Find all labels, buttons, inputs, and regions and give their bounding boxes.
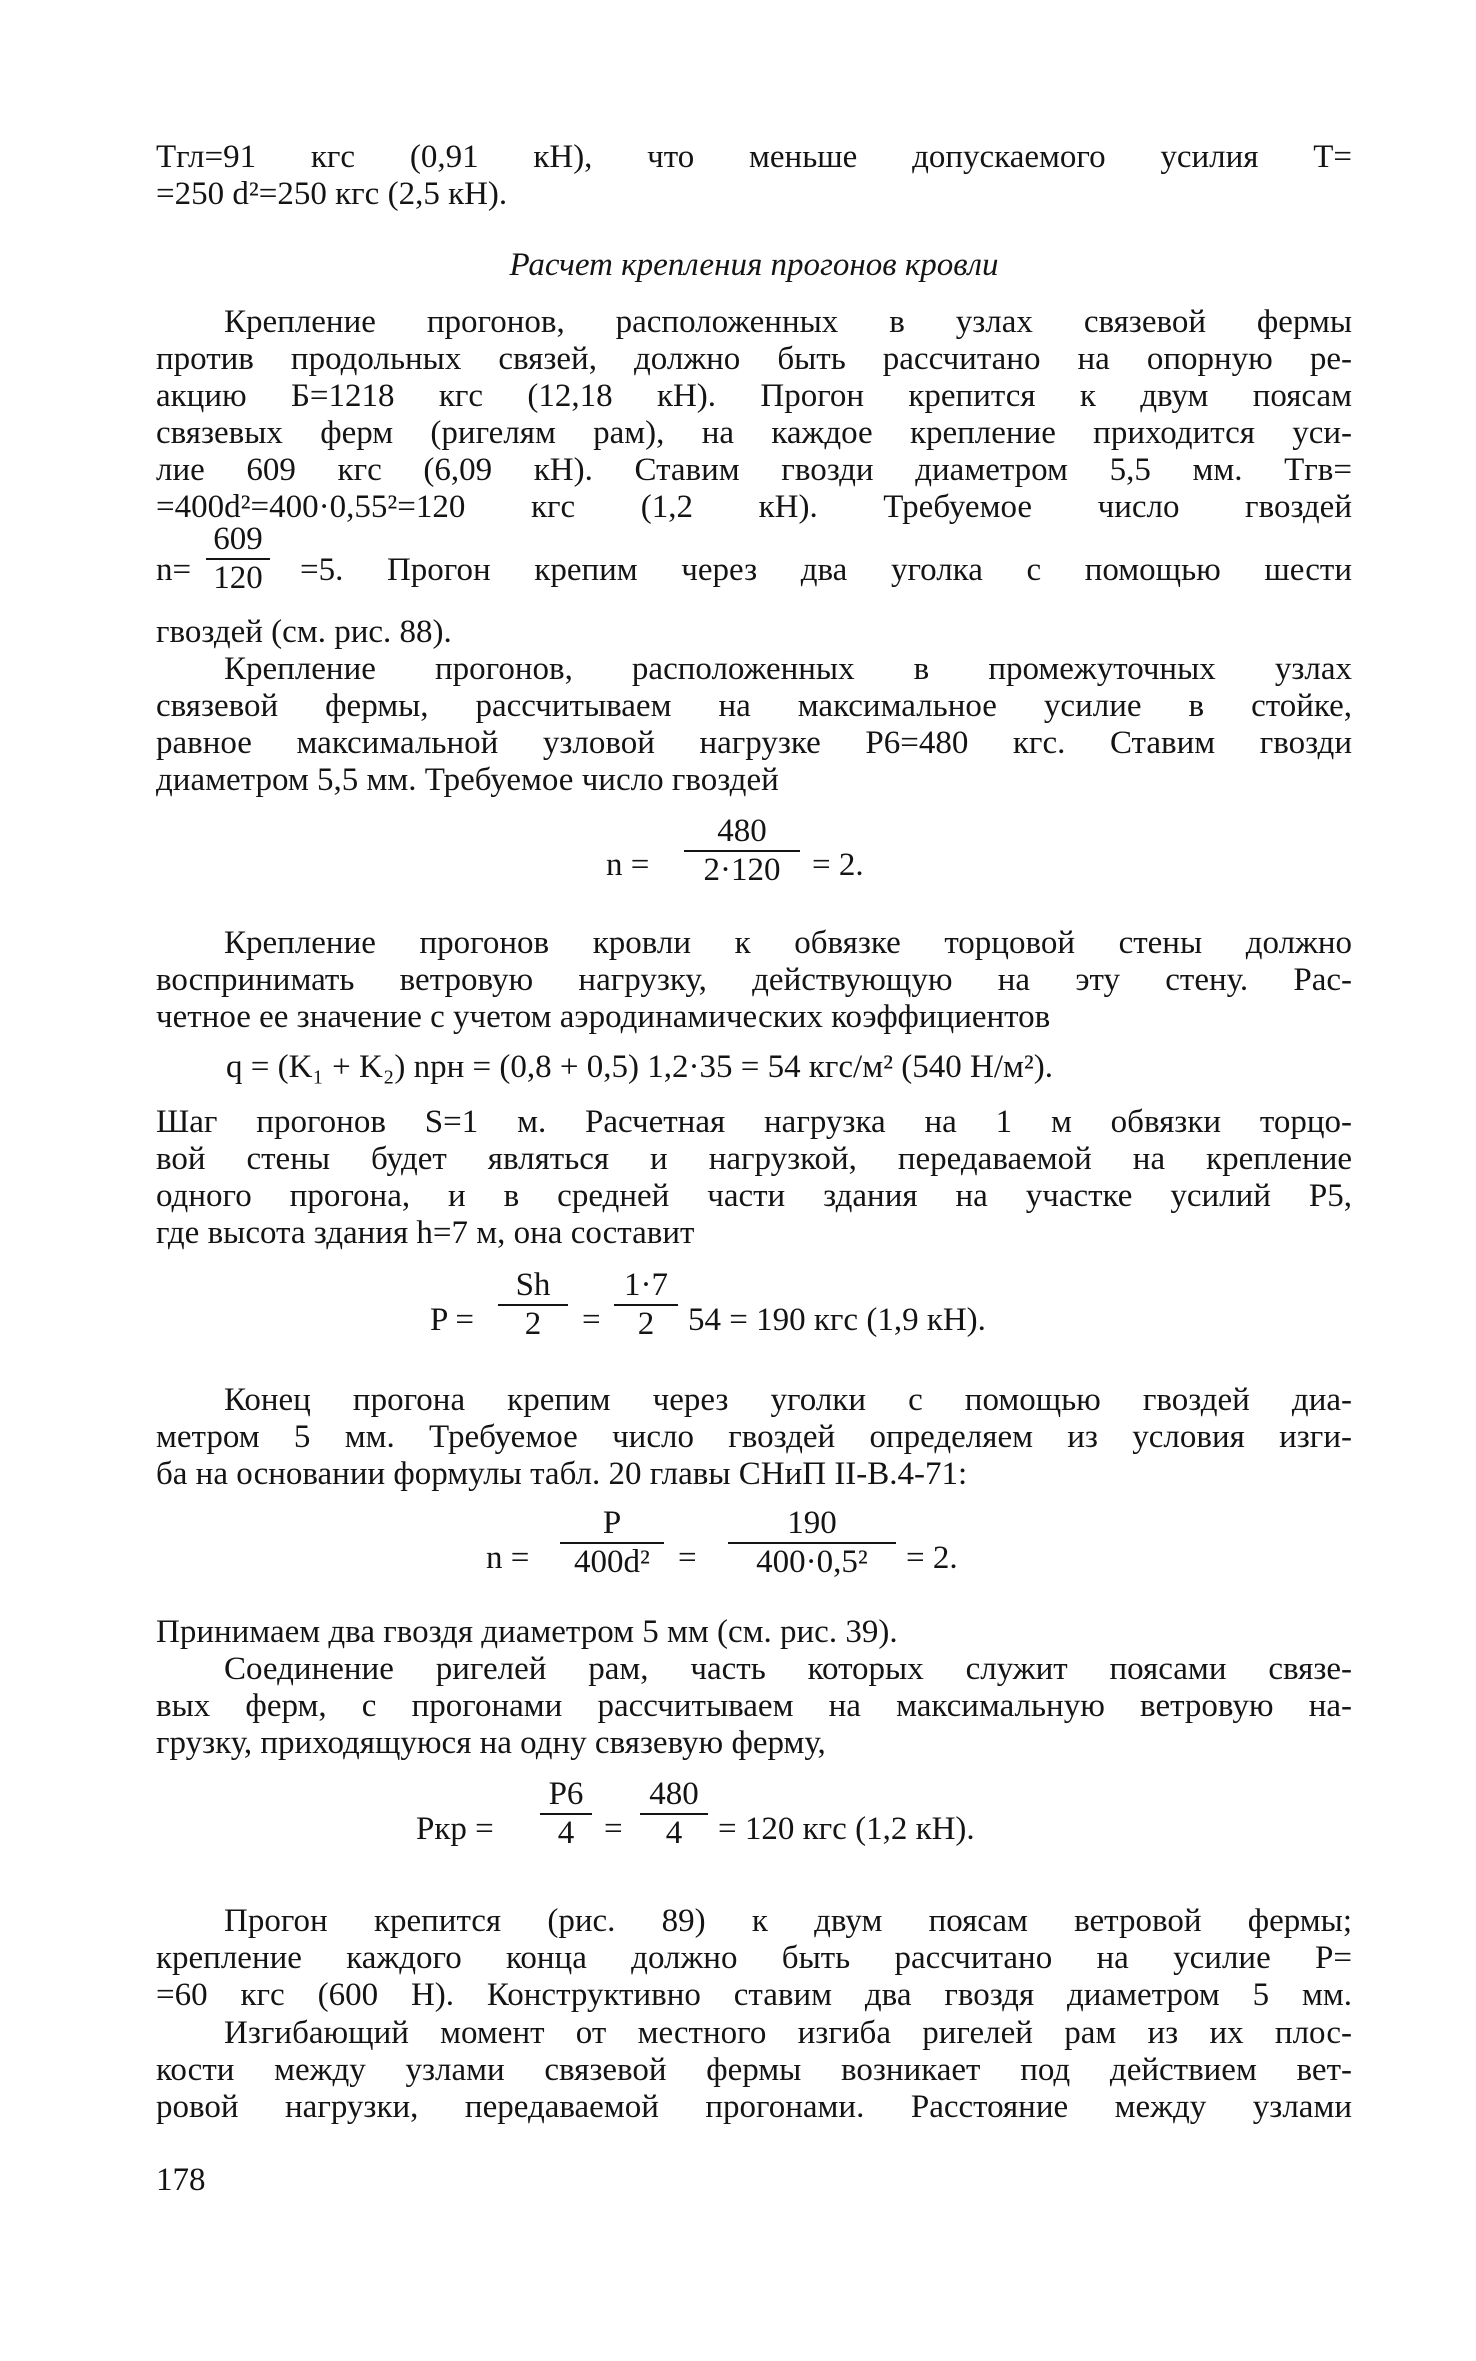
text-line: Крепление прогонов, расположенных в промежуточных узлах <box>224 651 1352 687</box>
text-line: Шаг прогонов S=1 м. Расчетная нагрузка на 1 м обвязки торцо- <box>156 1104 1352 1140</box>
text-line: =60 кгс (600 Н). Конструктивно ставим два гвоздя диаметром 5 мм. <box>156 1977 1352 2013</box>
denominator: 4 <box>557 1815 575 1851</box>
equation-rhs: = 2. <box>906 1540 958 1576</box>
denominator: 2 <box>524 1306 542 1342</box>
text-line: ба на основании формулы табл. 20 главы СНиП II-В.4-71: <box>156 1456 968 1492</box>
fraction <box>614 1267 678 1342</box>
equation-sign: = <box>604 1811 623 1847</box>
text-line: одного прогона, и в средней части здания на участке усилий P5, <box>156 1178 1352 1214</box>
text-line: лие 609 кгс (6,09 кН). Ставим гвозди диаметром 5,5 мм. Tгв= <box>156 452 1352 488</box>
equation-lhs: n = <box>606 847 650 883</box>
fraction <box>560 1505 664 1580</box>
equation-sign: = <box>678 1540 697 1576</box>
text-line: Прогон крепится (рис. 89) к двум поясам ветровой фермы; <box>224 1903 1352 1939</box>
fraction <box>640 1776 708 1851</box>
text-line: против продольных связей, должно быть рассчитано на опорную ре- <box>156 341 1352 377</box>
text-line: метром 5 мм. Требуемое число гвоздей определяем из условия изги- <box>156 1419 1352 1455</box>
equation-lhs: n = <box>486 1540 530 1576</box>
denominator: 2·120 <box>703 852 781 888</box>
text-line: Tгл=91 кгс (0,91 кН), что меньше допускаемого усилия T= <box>156 139 1352 175</box>
text-line: грузку, приходящуюся на одну связевую ферму, <box>156 1725 826 1761</box>
text-line: Принимаем два гвоздя диаметром 5 мм (см. рис. 39). <box>156 1614 898 1650</box>
text-line: =250 d²=250 кгс (2,5 кН). <box>156 176 508 212</box>
text-line: гвоздей (см. рис. 88). <box>156 614 452 650</box>
text-line: вой стены будет являться и нагрузкой, передаваемой на крепление <box>156 1141 1352 1177</box>
text-line: где высота здания h=7 м, она составит <box>156 1215 695 1251</box>
denominator: 400d² <box>574 1544 650 1580</box>
section-heading: Расчет крепления прогонов кровли <box>509 247 999 283</box>
text-line: крепление каждого конца должно быть рассчитано на усилие P= <box>156 1940 1352 1976</box>
equation-lhs: P = <box>430 1302 474 1338</box>
text-line: воспринимать ветровую нагрузку, действующую на эту стену. Рас- <box>156 962 1352 998</box>
numerator: Sh <box>515 1267 551 1303</box>
numerator: 609 <box>213 521 263 557</box>
equation-rhs: = 120 кгс (1,2 кН). <box>718 1811 975 1847</box>
fraction <box>684 813 800 888</box>
text-line: Крепление прогонов кровли к обвязке торцовой стены должно <box>224 925 1352 961</box>
text-line: связевых ферм (ригелям рам), на каждое крепление приходится уси- <box>156 415 1352 451</box>
fraction <box>540 1776 592 1851</box>
denominator: 120 <box>213 560 263 596</box>
equation-rhs: = 2. <box>812 847 864 883</box>
text-line: вых ферм, с прогонами рассчитываем на максимальную ветровую на- <box>156 1688 1352 1724</box>
text-line: Крепление прогонов, расположенных в узлах связевой фермы <box>224 304 1352 340</box>
text-line: равное максимальной узловой нагрузке P6=480 кгс. Ставим гвозди <box>156 725 1352 761</box>
text-line: связевой фермы, рассчитываем на максимальное усилие в стойке, <box>156 688 1352 724</box>
text-line: акцию Б=1218 кгс (12,18 кН). Прогон крепится к двум поясам <box>156 378 1352 414</box>
numerator: 190 <box>787 1505 837 1541</box>
text-line: диаметром 5,5 мм. Требуемое число гвоздей <box>156 762 779 798</box>
page-number: 178 <box>156 2162 206 2198</box>
denominator: 4 <box>665 1815 683 1851</box>
numerator: P6 <box>548 1776 584 1812</box>
text-line: ровой нагрузки, передаваемой прогонами. Расстояние между узлами <box>156 2089 1352 2125</box>
denominator: 2 <box>637 1306 655 1342</box>
numerator: P <box>602 1505 622 1541</box>
denominator: 400·0,5² <box>756 1544 868 1580</box>
text-line: четное ее значение с учетом аэродинамических коэффициентов <box>156 999 1051 1035</box>
equation-sign: = <box>582 1302 601 1338</box>
text-line: Изгибающий момент от местного изгиба ригелей рам из их плос- <box>224 2015 1352 2051</box>
text-line: =5. Прогон крепим через два уголка с помощью шести <box>300 552 1352 588</box>
text-line: кости между узлами связевой фермы возникает под действием вет- <box>156 2052 1352 2088</box>
equation-lhs: Pкр = <box>416 1811 494 1847</box>
equation-rhs: 54 = 190 кгс (1,9 кН). <box>688 1302 986 1338</box>
numerator: 480 <box>649 1776 699 1812</box>
text-line: =400d²=400·0,55²=120 кгс (1,2 кН). Требуемое число гвоздей <box>156 489 1352 525</box>
fraction <box>206 521 270 596</box>
equation-lhs: n= <box>156 552 192 588</box>
numerator: 480 <box>717 813 767 849</box>
equation: q = (K₁ + K₂) npн = (0,8 + 0,5) 1,2·35 = 54 кгс/м² (540 Н/м²). <box>226 1049 1053 1085</box>
text-line: Соединение ригелей рам, часть которых служит поясами связе- <box>224 1651 1352 1687</box>
fraction <box>498 1267 568 1342</box>
text-line: Конец прогона крепим через уголки с помощью гвоздей диа- <box>224 1382 1352 1418</box>
fraction <box>728 1505 896 1580</box>
numerator: 1·7 <box>624 1267 668 1303</box>
